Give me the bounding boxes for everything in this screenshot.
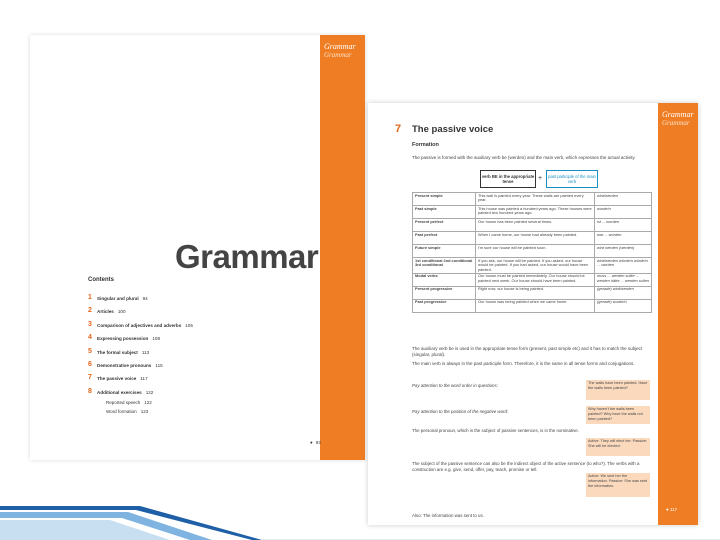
tab-title: Grammar Grammar xyxy=(324,42,356,59)
formula-box-auxiliary: verb BE in the appropriate tense xyxy=(480,170,536,188)
contents-sub-item: Reported speech 122 xyxy=(106,400,152,405)
contents-item: 1 Singular and plural 94 xyxy=(88,294,148,301)
table-row: Present perfect Our house has been painted several times. ist ... worden xyxy=(413,219,652,232)
table-row: 1st conditional 2nd conditional 3rd conditional If you ask, our house will be painted. If you asked, our house would be painted. If you had asked, our house would have been painted. wird/werden würde/n würde/n ... worden xyxy=(413,258,652,274)
page-number: ● 93 xyxy=(310,440,321,445)
contents-item: 5 The formal subject 113 xyxy=(88,347,150,355)
page-number: ● 117 xyxy=(666,507,678,512)
formula-plus: + xyxy=(538,175,543,182)
contents-sub-item: Word formation 123 xyxy=(106,409,149,414)
example-box-questions: The walls have been painted. Have the walls been painted? xyxy=(586,380,650,400)
example-box-indirect: Active: We sent her the information. Passive: She was sent the information. xyxy=(586,473,650,497)
tab-title: Grammar Grammar xyxy=(662,110,694,127)
left-orange-tab xyxy=(320,35,365,460)
indirect-object-note: The subject of the passive sentence can also be the indirect object of the active sentence (to who?). The verbs with a construction are e.g. give, send, offer, pay, teach, promise or tell. xyxy=(412,461,640,472)
contents-item: 2 Articles 100 xyxy=(88,307,126,315)
table-row: Modal verbs Our house must be painted immediately. Our house should be painted next week. Our house should have been painted. muss ... werden sollte ... werden hätte ... werden sollen xyxy=(413,273,652,286)
pronoun-note: The personal pronoun, which is the subject of passive sentences, is in the nominative. xyxy=(412,428,579,433)
contents-item: 3 Comparison of adjectives and adverbs 105 xyxy=(88,320,193,328)
formula-box-participle: past participle of the main verb xyxy=(546,170,598,188)
contents-sub-list xyxy=(106,400,152,418)
right-page xyxy=(368,103,698,525)
chapter-number: 7 xyxy=(395,123,402,135)
contents-item: 7 The passive voice 117 xyxy=(88,374,148,382)
contents-label: Contents xyxy=(88,277,114,283)
table-row: Future simple I'm sure our house will be painted soon. wird werden (werden) xyxy=(413,245,652,258)
contents-list xyxy=(88,295,308,402)
table-row: Past simple This house was painted a hundred years ago. These houses were painted two hundred years ago. wurde/n xyxy=(413,206,652,219)
intro-text: The passive is formed with the auxiliary verb be (werden) and the main verb, which expresses the actual activity. xyxy=(412,155,636,160)
word-order-note: Pay attention to the word order in questions: xyxy=(412,383,498,388)
table-row: Present progressive Right now, our house is being painted. (gerade) wird/werden xyxy=(413,286,652,299)
slide-decoration xyxy=(0,490,720,540)
example-box-pronoun: Active: They will elect her. Passive: She will be elected. xyxy=(586,438,650,456)
also-note: Also: The information was sent to us. xyxy=(412,513,484,518)
chapter-title: The passive voice xyxy=(412,124,494,135)
main-verb-text: The main verb is always in the past participle form. Therefore, it is the same in all tense forms and conjugations. xyxy=(412,361,635,366)
contents-item: 6 Demonstrative pronouns 115 xyxy=(88,360,163,368)
negative-note: Pay attention to the position of the negative word: xyxy=(412,409,509,414)
contents-item: 8 Additional exercises 122 xyxy=(88,387,154,395)
table-row: Past perfect When I came home, our house had already been painted. war ... worden xyxy=(413,232,652,245)
table-row: Past progressive Our house was being painted when we came home. (gerade) wurde/n xyxy=(413,299,652,312)
page-heading: Grammar xyxy=(175,238,319,275)
tense-table xyxy=(412,192,652,313)
table-row: Present simple This wall is painted every year. These walls are painted every year. wird/werden xyxy=(413,193,652,206)
aux-verb-text: The auxiliary verb be is used in the appropriate tense form (present, past simple etc) and it has to match the subject (singular, plural). xyxy=(412,346,643,357)
section-label: Formation xyxy=(412,142,439,148)
example-box-negative: Why haven't the walls been painted? Why have the walls not been painted? xyxy=(586,406,650,424)
contents-item: 4 Expressing possession 108 xyxy=(88,334,160,342)
left-page xyxy=(30,35,365,460)
right-orange-tab xyxy=(658,103,698,525)
